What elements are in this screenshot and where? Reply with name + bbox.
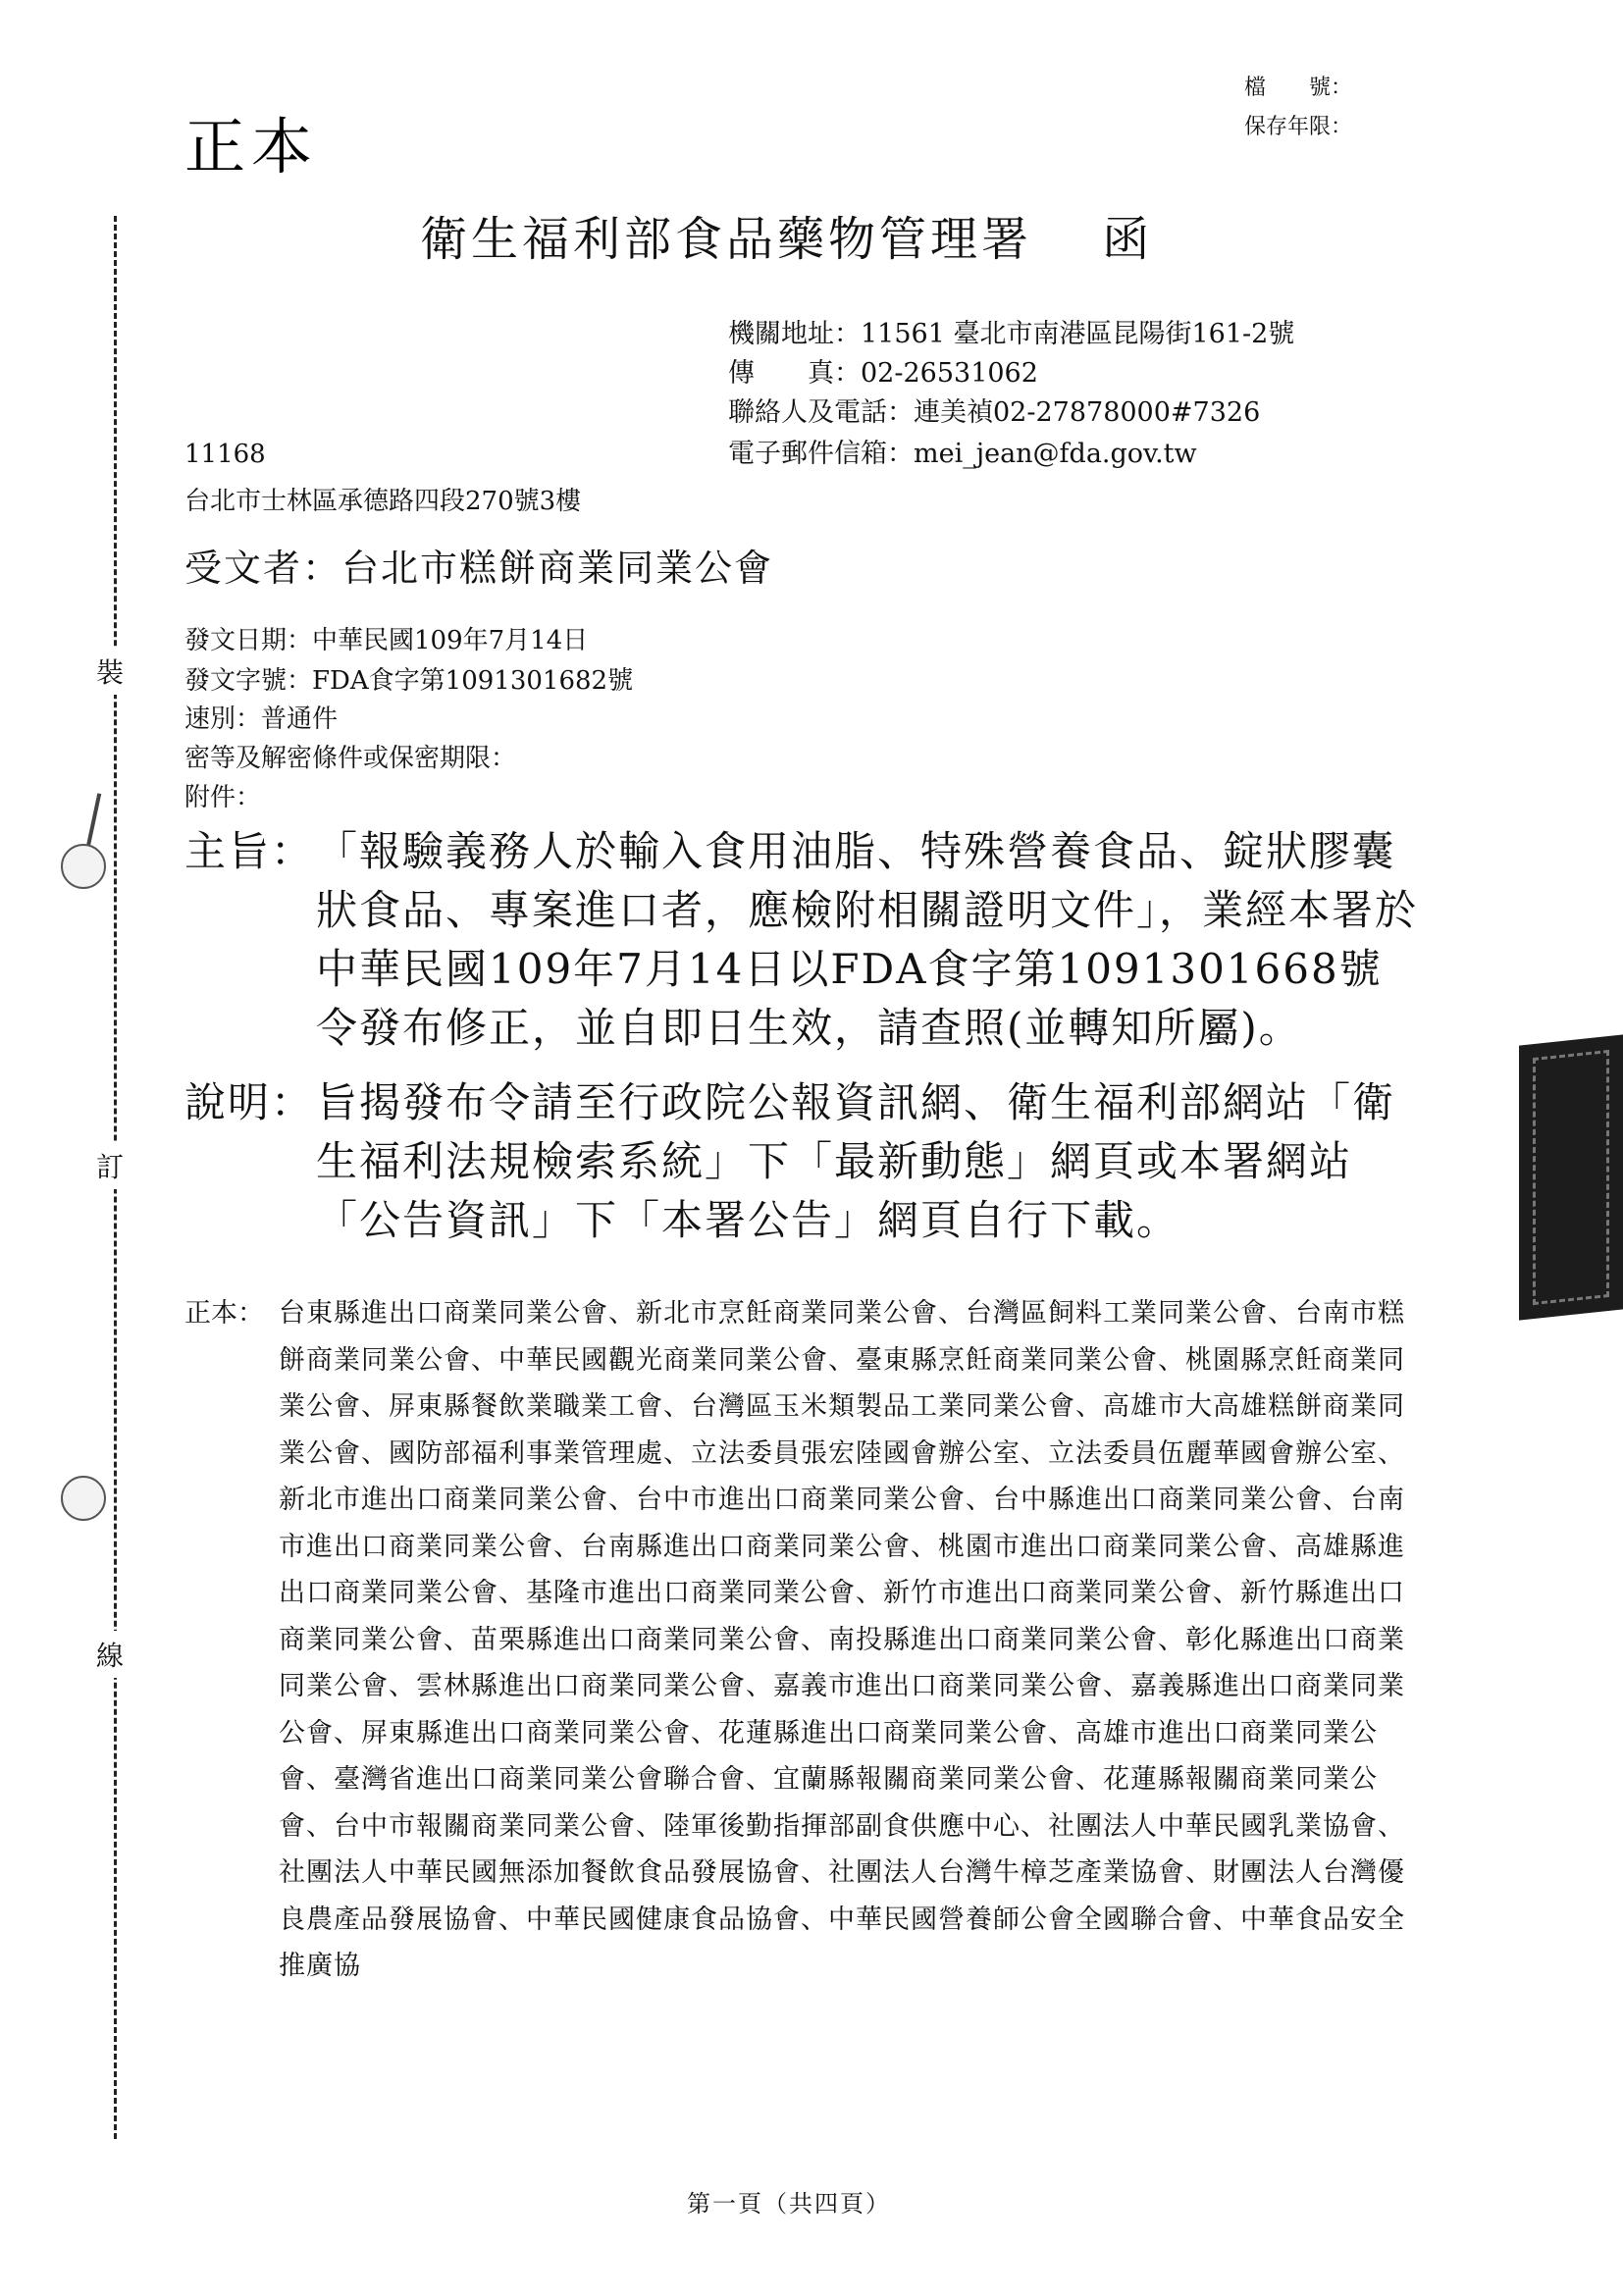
explanation-body: 旨揭發布令請至行政院公報資訊網、衛生福利部網站「衛生福利法規檢索系統」下「最新動態」網頁或本署網站「公告資訊」下「本署公告」網頁自行下載。 — [316, 1078, 1396, 1244]
retention-period-label: 保存年限： — [1244, 115, 1353, 139]
agency-address: 機關地址：11561 臺北市南港區昆陽街161-2號 — [728, 319, 1295, 349]
official-seal-stamp — [1519, 1034, 1623, 1320]
punch-hole — [61, 1476, 106, 1521]
security-level: 密等及解密條件或保密期限： — [184, 744, 517, 773]
recipient-address: 台北市士林區承德路四段270號3樓 — [184, 487, 582, 516]
document-number: 發文字號：FDA食字第1091301682號 — [184, 666, 634, 696]
document-title: 衛生福利部食品藥物管理署 函 — [420, 212, 1154, 267]
recipient-zip: 11168 — [184, 440, 266, 469]
original-copy-stamp: 正本 — [184, 111, 319, 183]
recipient-name: 受文者：台北市糕餅商業同業公會 — [184, 547, 774, 590]
punch-hole — [61, 844, 106, 889]
subject-label: 主旨： — [184, 827, 315, 875]
binding-mark-ding: 訂 — [96, 1142, 124, 1189]
subject-body: 「報驗義務人於輸入食用油脂、特殊營養食品、錠狀膠囊狀食品、專案進口者，應檢附相關證明文件」，業經本署於中華民國109年7月14日以FDA食字第1091301668號令發布修正，並自即日生效，請查照(並轉知所屬)。 — [316, 827, 1419, 1052]
contact-email: 電子郵件信箱：mei_jean@fda.gov.tw — [728, 439, 1197, 469]
original-recipients-label: 正本： — [184, 1298, 264, 1329]
fax-number: 傳 真：02-26531062 — [728, 358, 1038, 389]
delivery-speed: 速別：普通件 — [184, 704, 339, 734]
page-number: 第一頁（共四頁） — [687, 2190, 891, 2218]
contact-person-phone: 聯絡人及電話：連美禎02-27878000#7326 — [728, 397, 1261, 428]
binding-mark-zhuang: 裝 — [96, 648, 124, 695]
explanation-label: 說明： — [184, 1078, 315, 1126]
file-number-label: 檔 號： — [1244, 76, 1353, 100]
original-recipients-list: 台東縣進出口商業同業公會、新北市烹飪商業同業公會、台灣區飼料工業同業公會、台南市糕餅商業同業公會、中華民國觀光商業同業公會、臺東縣烹飪商業同業公會、桃園縣烹飪商業同業公會、屏東縣餐飲業職業工會、台灣區玉米類製品工業同業公會、高雄市大高雄糕餅商業同業公會、國防部福利事業管理處、立法委員張宏陸國會辦公室、立法委員伍麗華國會辦公室、新北市進出口商業同業公會、台中市進出口商業同業公會、台中縣進出口商業同業公會、台南市進出口商業同業公會、台南縣進出口商業同業公會、桃園市進出口商業同業公會、高雄縣進出口商業同業公會、基隆市進出口商業同業公會、新竹市進出口商業同業公會、新竹縣進出口商業同業公會、苗栗縣進出口商業同業公會、南投縣進出口商業同業公會、彰化縣進出口商業同業公會、雲林縣進出口商業同業公會、嘉義市進出口商業同業公會、嘉義縣進出口商業同業公會、屏東縣進出口商業同業公會、花蓮縣進出口商業同業公會、高雄市進出口商業同業公會、臺灣省進出口商業同業公會聯合會、宜蘭縣報關商業同業公會、花蓮縣報關商業同業公會、台中市報關商業同業公會、陸軍後勤指揮部副食供應中心、社團法人中華民國乳業協會、社團法人中華民國無添加餐飲食品發展協會、社團法人台灣牛樟芝產業協會、財團法人台灣優良農產品發展協會、中華民國健康食品協會、中華民國營養師公會全國聯合會、中華食品安全推廣協 — [279, 1298, 1405, 1981]
binding-mark-xian: 線 — [96, 1631, 124, 1678]
attachment-label: 附件： — [184, 783, 262, 812]
issue-date: 發文日期：中華民國109年7月14日 — [184, 626, 589, 655]
